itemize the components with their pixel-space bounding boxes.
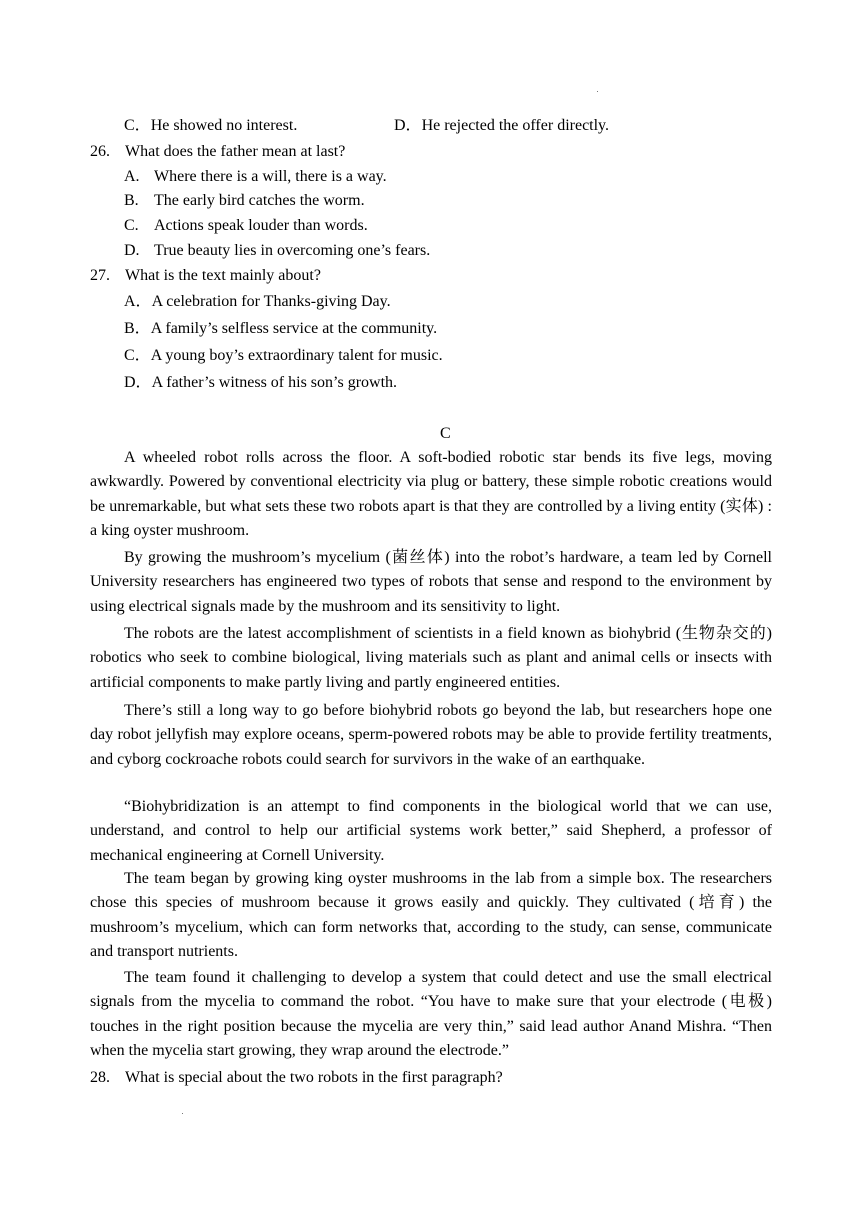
option-text: The early bird catches the worm. xyxy=(154,192,365,209)
question-27 xyxy=(90,266,321,286)
option-text: A young boy’s extraordinary talent for music. xyxy=(150,347,443,364)
option-text: A family’s selfless service at the community. xyxy=(150,320,438,337)
option-letter: A. xyxy=(124,168,140,185)
option-letter: C. xyxy=(124,217,139,234)
q26-option-d[interactable] xyxy=(124,241,430,261)
q27-option-b[interactable] xyxy=(124,319,437,339)
option-text: He rejected the offer directly. xyxy=(421,117,610,134)
passage-paragraph-6 xyxy=(90,867,772,964)
paragraph-text: “Biohybridization is an attempt to find components in the biological world that we can use, understand, and control to help our artificial systems work better,” said Shepherd, a professor of mechanical engineering at Cornell University. xyxy=(90,798,772,864)
question-28 xyxy=(90,1068,503,1088)
q25-option-d[interactable] xyxy=(394,116,609,136)
paragraph-text: A wheeled robot rolls across the floor. A soft-bodied robotic star bends its five legs, moving awkwardly. Powered by conventional electricity via plug or battery, these simple robotic creations would be unremarkable, but what sets these two robots apart is that they are controlled by a living entity (实体) : a king oyster mushroom. xyxy=(90,449,772,539)
option-letter: C． xyxy=(124,117,151,134)
q27-option-d[interactable] xyxy=(124,373,397,393)
passage-paragraph-5 xyxy=(90,795,772,868)
option-letter: C． xyxy=(124,347,151,364)
option-text: A celebration for Thanks-giving Day. xyxy=(151,293,391,310)
option-letter: D. xyxy=(124,242,140,259)
question-text: What does the father mean at last? xyxy=(125,143,346,160)
option-letter: D． xyxy=(394,117,422,134)
option-text: He showed no interest. xyxy=(150,117,298,134)
question-text: What is special about the two robots in the first paragraph? xyxy=(125,1069,503,1086)
option-letter: B． xyxy=(124,320,151,337)
q27-option-a[interactable] xyxy=(124,292,391,312)
passage-paragraph-2 xyxy=(90,546,772,619)
option-text: Actions speak louder than words. xyxy=(154,217,368,234)
paragraph-text: The team began by growing king oyster mushrooms in the lab from a simple box. The researchers chose this species of mushroom because it grows easily and quickly. They cultivated (培育) the mushroom’s mycelium, which can form networks that, according to the study, can sense, communicate and transport nutrients. xyxy=(90,870,772,960)
passage-paragraph-7 xyxy=(90,966,772,1063)
footer-mark xyxy=(182,1113,183,1114)
q26-option-a[interactable] xyxy=(124,167,387,187)
question-number: 27. xyxy=(90,267,110,284)
passage-paragraph-4 xyxy=(90,699,772,772)
question-26 xyxy=(90,142,345,162)
question-number: 26. xyxy=(90,143,110,160)
passage-paragraph-1 xyxy=(90,446,772,543)
option-text: True beauty lies in overcoming one’s fears. xyxy=(154,242,431,259)
option-letter: B. xyxy=(124,192,139,209)
q25-option-c[interactable] xyxy=(124,116,297,136)
q26-option-c[interactable] xyxy=(124,216,368,236)
paragraph-text: There’s still a long way to go before biohybrid robots go beyond the lab, but researchers hope one day robot jellyfish may explore oceans, sperm-powered robots may be able to provide fertility treatments, and cyborg cockroache robots could search for survivors in the wake of an earthquake. xyxy=(90,702,772,768)
paragraph-text: The team found it challenging to develop a system that could detect and use the small electrical signals from the mycelia to command the robot. “You have to make sure that your electrode (电极) touches in the right position because the mycelia are very thin,” said lead author Anand Mishra. “Then when the mycelia start growing, they wrap around the electrode.” xyxy=(90,969,772,1059)
question-text: What is the text mainly about? xyxy=(125,267,321,284)
section-heading: C xyxy=(440,425,451,442)
paragraph-text: By growing the mushroom’s mycelium (菌丝体) into the robot’s hardware, a team led by Cornell University researchers has engineered two types of robots that sense and respond to the environment by using electrical signals made by the mushroom and its sensitivity to light. xyxy=(90,549,772,615)
header-mark xyxy=(597,91,598,92)
option-text: Where there is a will, there is a way. xyxy=(154,168,387,185)
q27-option-c[interactable] xyxy=(124,346,443,366)
passage-paragraph-3 xyxy=(90,622,772,695)
option-text: A father’s witness of his son’s growth. xyxy=(151,374,398,391)
option-letter: A． xyxy=(124,293,152,310)
question-number: 28. xyxy=(90,1069,110,1086)
paragraph-text: The robots are the latest accomplishment of scientists in a field known as biohybrid (生物杂交的) robotics who seek to combine biological, living materials such as plant and animal cells or insects with artificial components to make partly living and partly engineered entities. xyxy=(90,625,772,691)
option-letter: D． xyxy=(124,374,152,391)
q26-option-b[interactable] xyxy=(124,191,365,211)
